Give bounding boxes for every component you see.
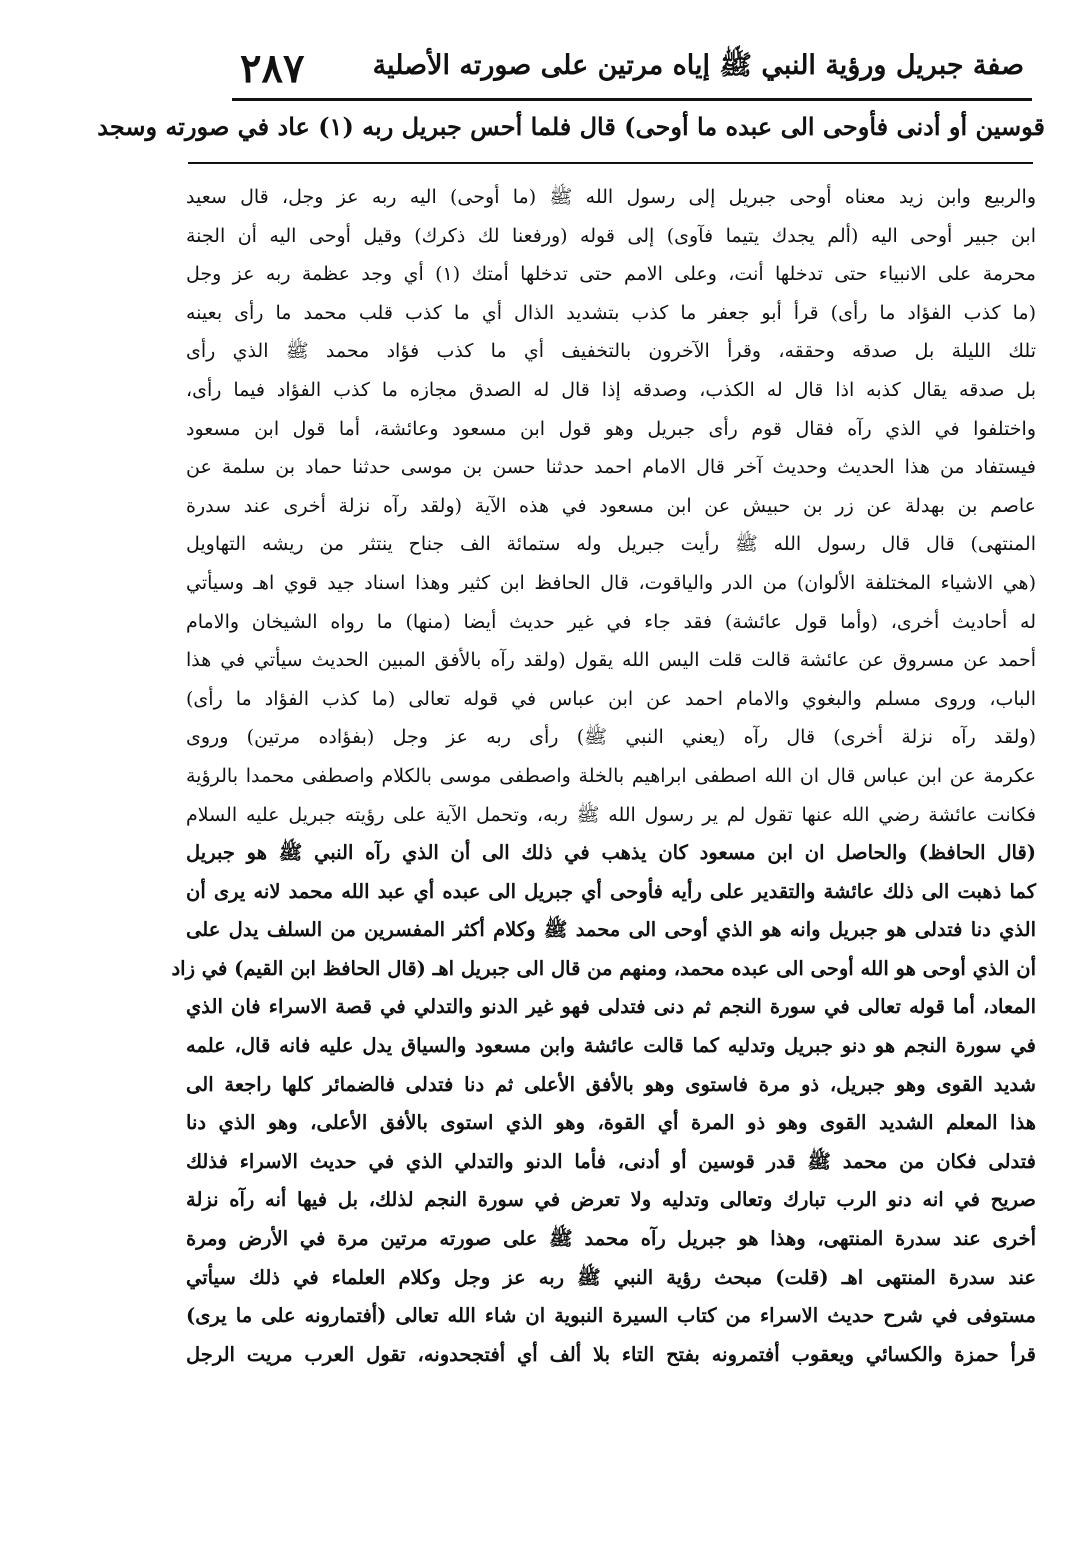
commentary-line: أخرى عند سدرة المنتهى، وهذا هو جبريل رآه محمد ﷺ على صورته مرتين مرة في الأرض ومرة — [186, 1227, 1036, 1251]
quran-text-line: قوسين أو أدنى فأوحى الى عبده ما أوحى) قال فلما أحس جبريل ربه (١) عاد في صورته وسجد — [97, 112, 1045, 141]
commentary-line: ابن جبير أوحى اليه (ألم يجدك يتيما فآوى) إلى قوله (ورفعنا لك ذكرك) وقيل أوحى اليه أن الجنة — [186, 224, 1036, 247]
commentary-line: قرأ حمزة والكسائي ويعقوب أفتمرونه بفتح التاء بلا ألف أي أفتجحدونه، تقول العرب مريت الرجل — [186, 1342, 1036, 1366]
running-header — [232, 38, 1032, 98]
commentary-line: (هي الاشياء المختلفة الألوان) من الدر والياقوت، قال الحافظ ابن كثير وهذا اسناد جيد قوي اهـ وسيأتي — [186, 571, 1036, 594]
commentary-line: الباب، وروى مسلم والبغوي والامام احمد عن ابن عباس في قوله تعالى (ما كذب الفؤاد ما رأى) — [186, 687, 1036, 710]
commentary-line: تلك الليلة بل صدقه وحققه، وقرأ الآخرون بالتخفيف أي ما كذب فؤاد محمد ﷺ الذي رأى — [186, 340, 1036, 363]
commentary-line: الذي دنا فتدلى هو جبريل وانه هو الذي أوحى الى محمد ﷺ وكلام أكثر المفسرين من السلف يدل على — [186, 918, 1036, 942]
running-header-title: صفة جبريل ورؤية النبي ﷺ إياه مرتين على صورته الأصلية — [372, 50, 1024, 81]
commentary-line: المنتهى) قال قال رسول الله ﷺ رأيت جبريل وله ستمائة الف جناح ينتثر من ريشه التهاويل — [186, 533, 1036, 556]
commentary-line: فتدلى فكان من محمد ﷺ قدر قوسين أو أدنى، فأما الدنو والتدلي الذي في حديث الاسراء فذلك — [186, 1149, 1036, 1173]
commentary-line: واختلفوا في الذي رآه فقال قوم رأى جبريل وهو قول ابن مسعود وعائشة، أما قول ابن مسعود — [186, 417, 1036, 440]
commentary-line: في سورة النجم هو دنو جبريل وتدليه كما قالت عائشة وابن مسعود والسياق يدل عليه فانه قال، علمه — [186, 1034, 1036, 1058]
commentary-line: أحمد عن مسروق عن عائشة قالت قلت اليس الله يقول (ولقد رآه بالأفق المبين الحديث سيأتي في هذا — [186, 649, 1036, 672]
commentary-line: كما ذهبت الى ذلك عائشة والتقدير على رأيه فأوحى أي جبريل الى عبده أي عبد الله محمد لانه يرى أن — [186, 879, 1036, 903]
commentary-line: عند سدرة المنتهى اهـ (قلت) مبحث رؤية النبي ﷺ ربه عز وجل وكلام العلماء في ذلك سيأتي — [186, 1265, 1036, 1289]
section-divider — [188, 162, 1033, 164]
commentary-line: والربيع وابن زيد معناه أوحى جبريل إلى رسول الله ﷺ (ما أوحى) اليه ربه عز وجل، قال سعيد — [186, 186, 1036, 208]
page-number: ٢٨٧ — [240, 44, 305, 92]
commentary-line: صريح في انه دنو الرب تبارك وتعالى وتدليه ولا تعرض في سورة النجم لذلك، بل فيها أنه رآه نزلة — [186, 1188, 1036, 1212]
commentary-line: (قال الحافظ) والحاصل ان ابن مسعود كان يذهب في ذلك الى أن الذي رآه النبي ﷺ هو جبريل — [186, 841, 1036, 865]
commentary-line: (ما كذب الفؤاد ما رأى) قرأ أبو جعفر ما كذب بتشديد الذال أي ما كذب قلب محمد ما رأى بعينه — [186, 301, 1036, 324]
commentary-line: شديد القوى وهو جبريل، ذو مرة فاستوى وهو بالأفق الأعلى ثم دنا فتدلى فالضمائر كلها راجعة الى — [186, 1072, 1036, 1096]
header-rule — [232, 98, 1032, 101]
commentary-line: له أحاديث أخرى، (وأما قول عائشة) فقد جاء في غير حديث أيضا (منها) ما رواه الشيخان والامام — [186, 610, 1036, 633]
commentary-line: بل صدقه يقال كذبه اذا قال له الكذب، وصدقه إذا قال له الصدق مجازه ما كذب الفؤاد فيما رأى، — [186, 378, 1036, 401]
commentary-line: عكرمة عن ابن عباس قال ان الله اصطفى ابراهيم بالخلة واصطفى موسى بالكلام واصطفى محمدا بالرؤية — [186, 764, 1036, 787]
commentary-line: عاصم بن بهدلة عن زر بن حبيش عن ابن مسعود في هذه الآية (ولقد رآه نزلة أخرى عند سدرة — [186, 494, 1036, 517]
commentary-body — [171, 178, 1036, 1374]
commentary-line: فيستفاد من هذا الحديث وحديث آخر قال الامام احمد حدثنا حسن بن موسى حدثنا حماد بن سلمة عن — [186, 456, 1036, 479]
commentary-line: (ولقد رآه نزلة أخرى) قال رآه (يعني النبي ﷺ) رأى ربه عز وجل (بفؤاده مرتين) وروى — [186, 726, 1036, 749]
commentary-line: محرمة على الانبياء حتى تدخلها أنت، وعلى الامم حتى تدخلها أمتك (١) أي وجد عظمة ربه عز وجل — [186, 263, 1036, 286]
commentary-line: المعاد، أما قوله تعالى في سورة النجم ثم دنى فتدلى فهو غير الدنو والتدلي في قصة الاسراء فان الذي — [186, 995, 1036, 1019]
commentary-line: أن الذي أوحى هو الله أوحى الى عبده محمد، ومنهم من قال الى جبريل اهـ (قال الحافظ ابن القيم) في زاد — [171, 956, 1036, 980]
commentary-line: فكانت عائشة رضي الله عنها تقول لم ير رسول الله ﷺ ربه، وتحمل الآية على رؤيته جبريل عليه السلام — [186, 803, 1036, 826]
commentary-line: مستوفى في شرح حديث الاسراء من كتاب السيرة النبوية ان شاء الله تعالى (أفتمارونه على ما يرى) — [186, 1304, 1036, 1328]
commentary-line: هذا المعلم الشديد القوى وهو ذو المرة أي القوة، وهو الذي استوى بالأفق الأعلى، وهو الذي دنا — [186, 1111, 1036, 1135]
